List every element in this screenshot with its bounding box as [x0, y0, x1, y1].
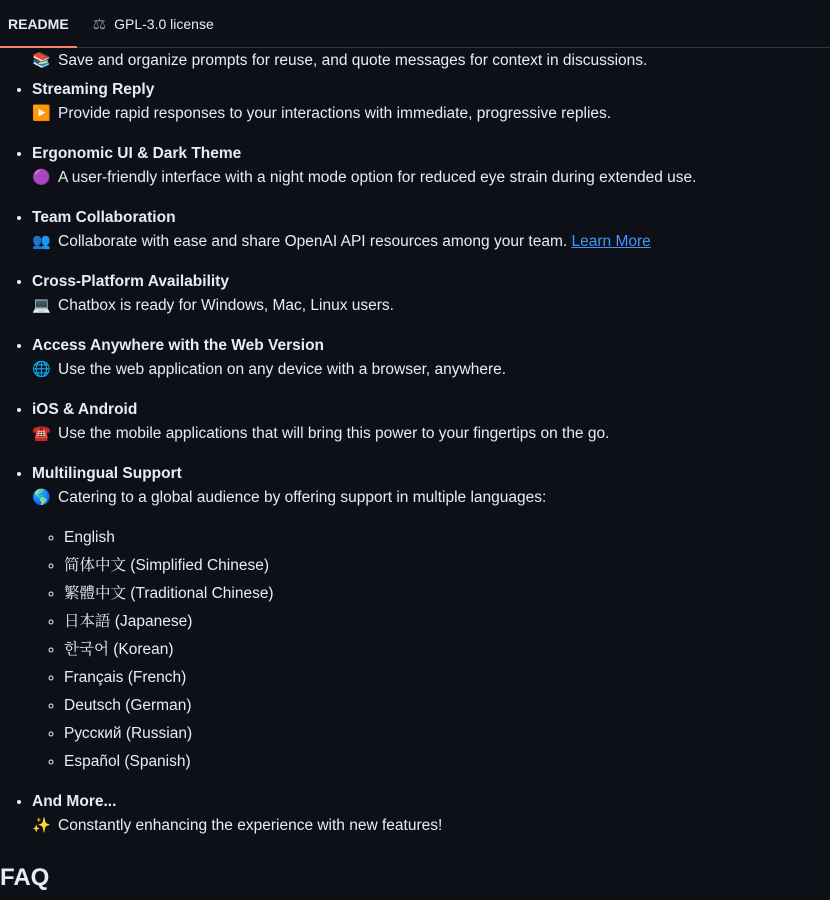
description-text: Use the mobile applications that will bring this power to your fingertips on the go. [58, 425, 610, 442]
feature-item [32, 270, 830, 318]
language-item: ◦ Русский (Russian) [64, 722, 830, 746]
feature-item [32, 206, 830, 254]
tab-label: README [8, 15, 69, 32]
feature-title: • Team Collaboration [32, 209, 176, 226]
feature-description [32, 814, 830, 838]
feature-item [32, 142, 830, 190]
description-text: Provide rapid responses to your interactions with immediate, progressive replies. [58, 105, 612, 122]
language-item: ◦ English [64, 526, 830, 550]
description-text: Catering to a global audience by offering support in multiple languages: [58, 489, 547, 506]
scale-icon: ⚖ [92, 15, 107, 33]
readme-content [0, 50, 830, 838]
language-item: ◦ Français (French) [64, 666, 830, 690]
language-item: ◦ 한국어 (Korean) [64, 638, 830, 662]
books-icon: 📚 [32, 52, 51, 69]
language-list [32, 526, 830, 774]
learn-more-link[interactable]: Learn More [571, 233, 651, 250]
feature-item [32, 334, 830, 382]
language-item: ◦ Español (Spanish) [64, 750, 830, 774]
description-text: Use the web application on any device with a browser, anywhere. [58, 361, 507, 378]
tab-readme[interactable] [0, 0, 77, 47]
people-icon: 👥 [32, 233, 51, 250]
feature-title: • Ergonomic UI & Dark Theme [32, 145, 242, 162]
tab-license[interactable] [85, 0, 222, 47]
feature-item [32, 398, 830, 446]
faq-heading: FAQ [0, 864, 50, 891]
feature-title: • Streaming Reply [32, 81, 155, 98]
feature-description [32, 486, 830, 510]
feature-title: • And More... [32, 793, 117, 810]
description-text: Save and organize prompts for reuse, and quote messages for context in discussions. [58, 52, 648, 69]
tab-label: GPL-3.0 license [114, 15, 214, 32]
feature-item [32, 462, 830, 774]
feature-description [32, 230, 830, 254]
feature-title: • iOS & Android [32, 401, 138, 418]
language-item: ◦ 繁體中文 (Traditional Chinese) [64, 582, 830, 606]
feature-description [0, 50, 830, 72]
feature-description [32, 358, 830, 382]
feature-description [32, 422, 830, 446]
feature-description [32, 102, 830, 126]
description-text: Chatbox is ready for Windows, Mac, Linux users. [58, 297, 394, 314]
feature-item [32, 78, 830, 126]
play-button-icon: ▶️ [32, 105, 51, 122]
feature-title: • Cross-Platform Availability [32, 273, 229, 290]
purple-circle-icon: 🟣 [32, 169, 51, 186]
description-text: Collaborate with ease and share OpenAI API resources among your team. [58, 233, 568, 250]
description-text: A user-friendly interface with a night mode option for reduced eye strain during extended use. [58, 169, 697, 186]
feature-title: • Multilingual Support [32, 465, 182, 482]
feature-description [32, 166, 830, 190]
sparkles-icon: ✨ [32, 817, 51, 834]
feature-item [32, 790, 830, 838]
earth-icon: 🌎 [32, 489, 51, 506]
language-item: ◦ Deutsch (German) [64, 694, 830, 718]
globe-icon: 🌐 [32, 361, 51, 378]
telephone-icon: ☎️ [32, 425, 51, 442]
description-text: Constantly enhancing the experience with new features! [58, 817, 443, 834]
feature-description [32, 294, 830, 318]
feature-list [0, 78, 830, 838]
laptop-icon: 💻 [32, 297, 51, 314]
readme-tab-bar [0, 0, 830, 48]
language-item: ◦ 简体中文 (Simplified Chinese) [64, 554, 830, 578]
language-item: ◦ 日本語 (Japanese) [64, 610, 830, 634]
feature-title: • Access Anywhere with the Web Version [32, 337, 325, 354]
